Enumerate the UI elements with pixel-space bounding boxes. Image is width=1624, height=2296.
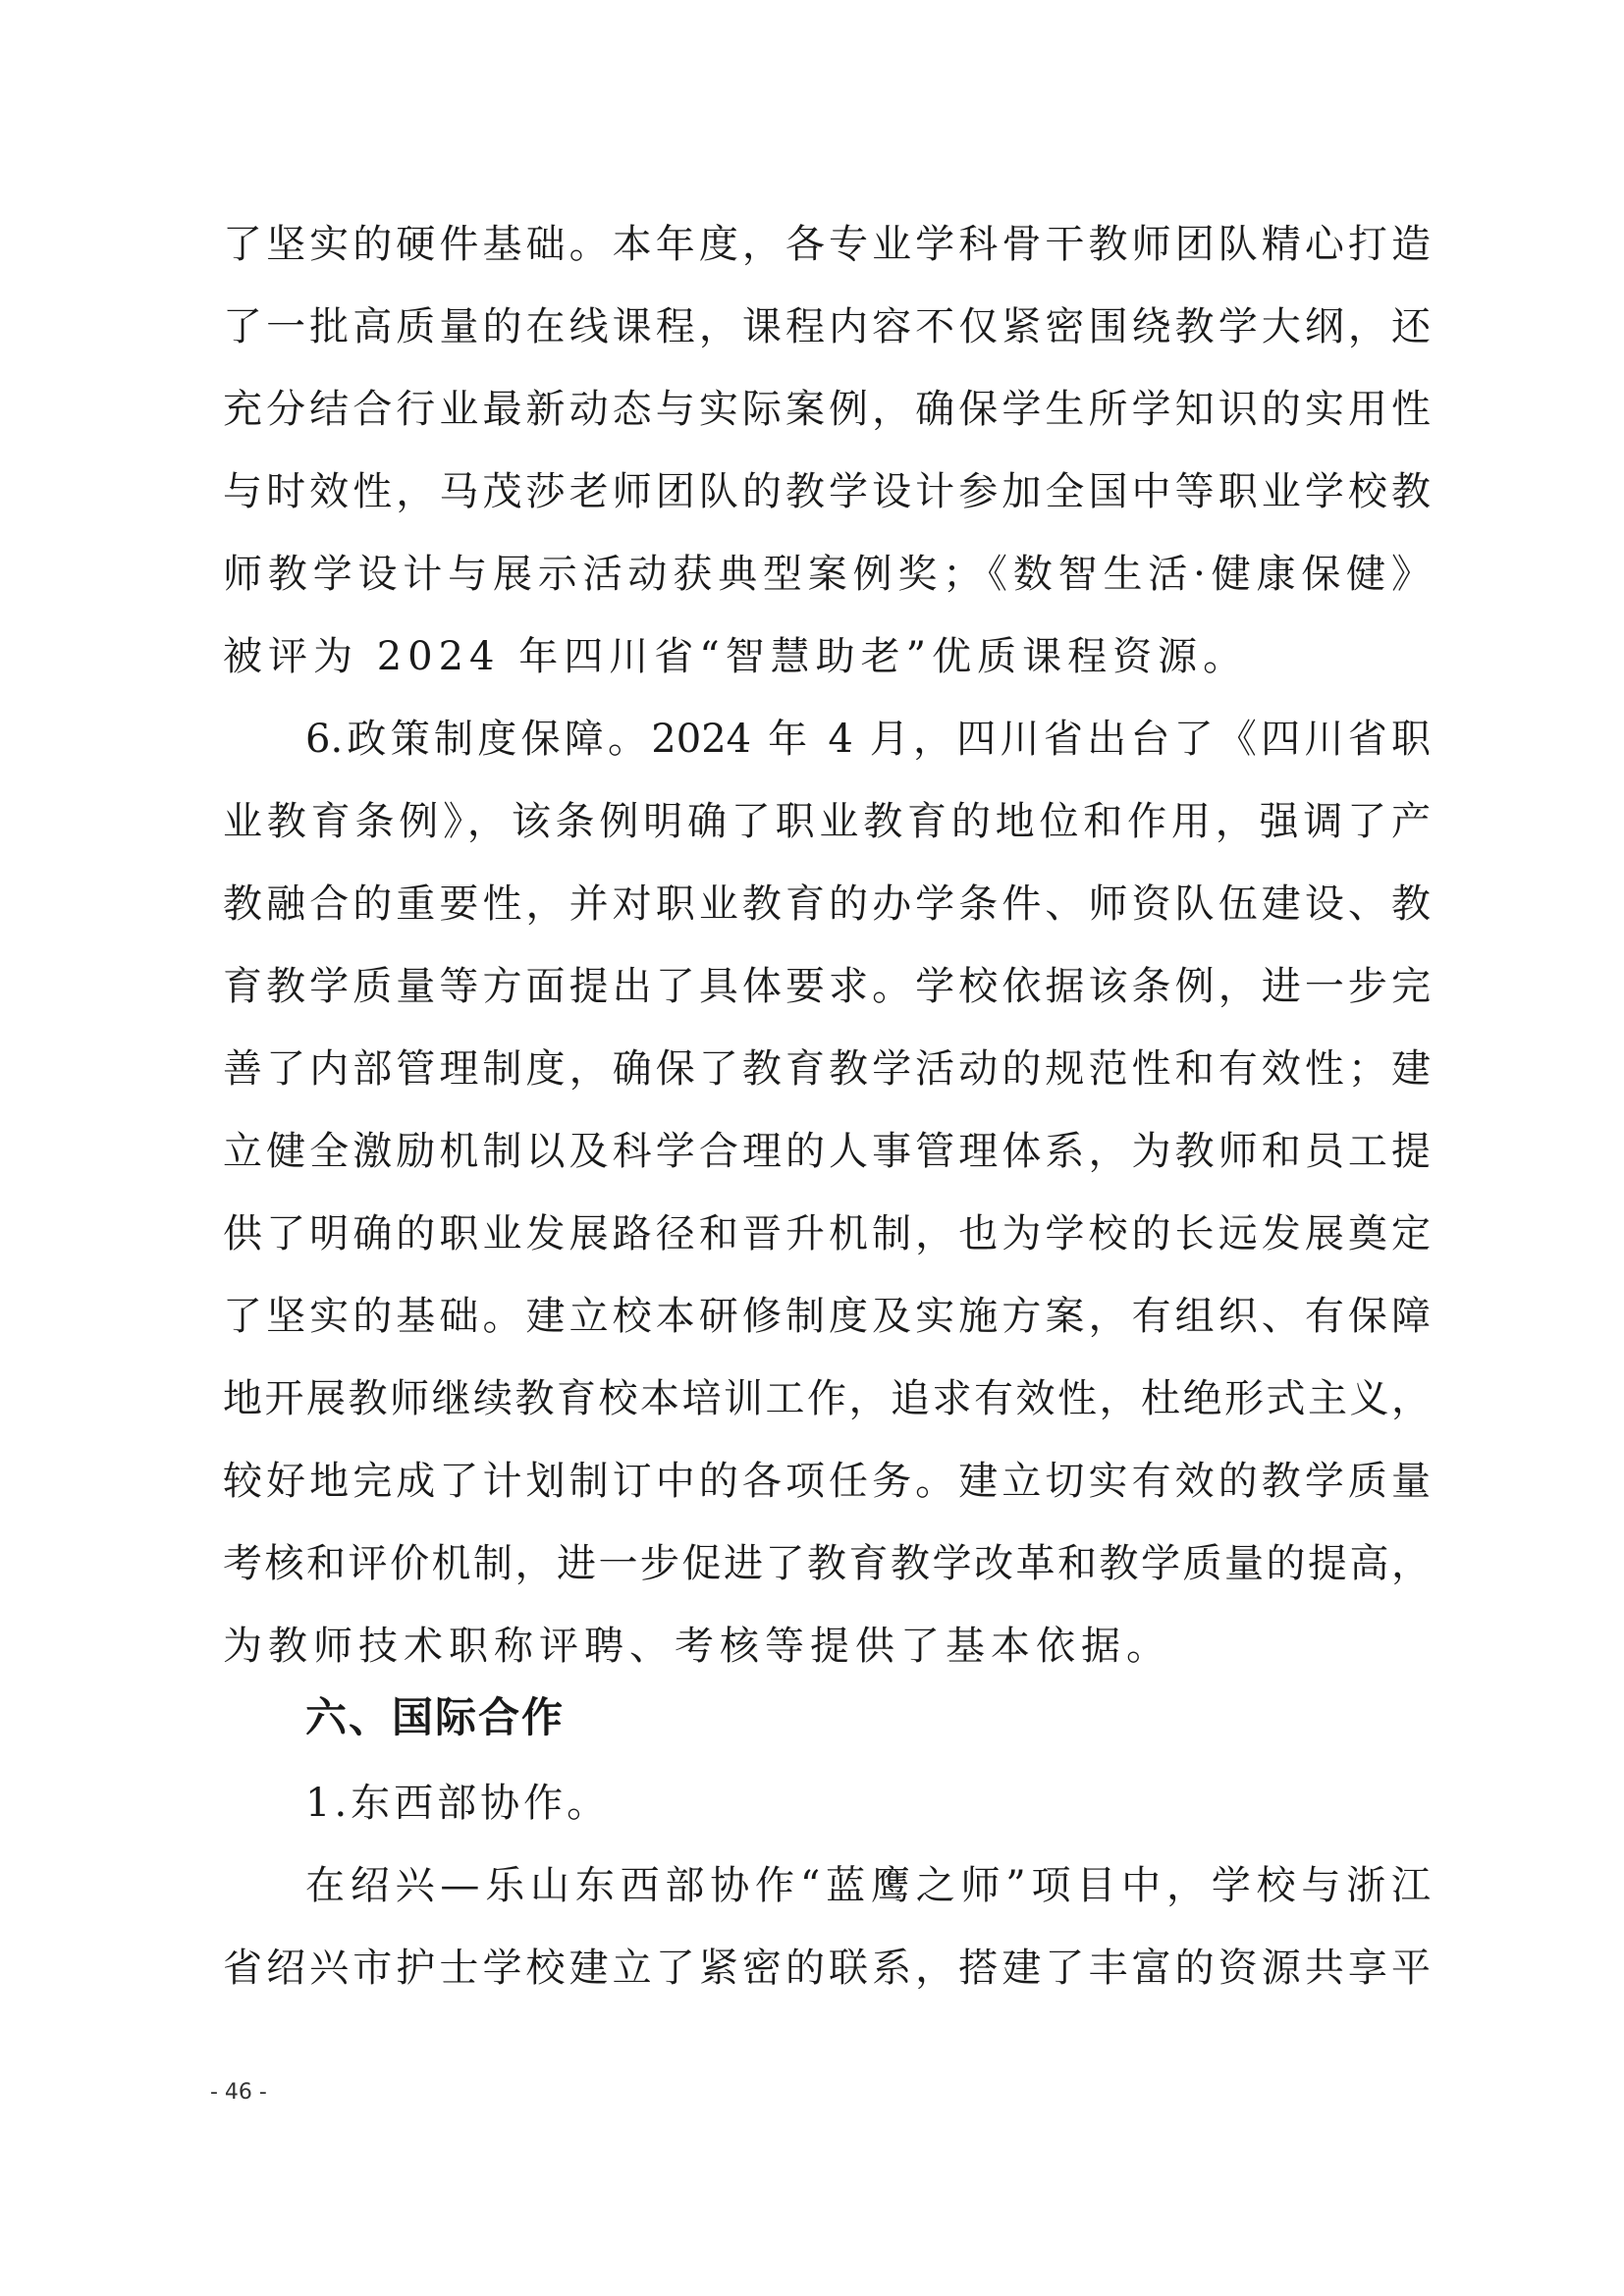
page-number: - 46 - (210, 2080, 267, 2105)
body-text-line: 充分结合行业最新动态与实际案例，确保学生所学知识的实用性 (223, 387, 1431, 432)
body-text-line: 省绍兴市护士学校建立了紧密的联系，搭建了丰富的资源共享平 (223, 1946, 1431, 1991)
body-text-line: 业教育条例》，该条例明确了职业教育的地位和作用，强调了产 (223, 799, 1431, 844)
body-text-line: 供了明确的职业发展路径和晋升机制，也为学校的长远发展奠定 (223, 1211, 1431, 1256)
body-text-line: 了坚实的基础。建立校本研修制度及实施方案，有组织、有保障 (223, 1294, 1431, 1339)
section-heading: 六、国际合作 (305, 1693, 566, 1741)
body-text-line: 地开展教师继续教育校本培训工作，追求有效性，杜绝形式主义， (223, 1376, 1431, 1421)
body-text-line: 了坚实的硬件基础。本年度，各专业学科骨干教师团队精心打造 (223, 222, 1431, 267)
body-text-line: 被评为 2024 年四川省“智慧助老”优质课程资源。 (223, 634, 1249, 679)
body-text-line: 教融合的重要性，并对职业教育的办学条件、师资队伍建设、教 (223, 881, 1431, 927)
subheading: 1.东西部协作。 (305, 1781, 611, 1826)
body-text-line: 为教师技术职称评聘、考核等提供了基本依据。 (223, 1624, 1171, 1669)
body-text-line: 了一批高质量的在线课程，课程内容不仅紧密围绕教学大纲，还 (223, 304, 1431, 349)
body-text-line: 与时效性，马茂莎老师团队的教学设计参加全国中等职业学校教 (223, 469, 1431, 514)
body-text-line: 在绍兴—乐山东西部协作“蓝鹰之师”项目中，学校与浙江 (305, 1863, 1431, 1908)
body-text-line: 较好地完成了计划制订中的各项任务。建立切实有效的教学质量 (223, 1459, 1431, 1504)
body-text-line: 育教学质量等方面提出了具体要求。学校依据该条例，进一步完 (223, 964, 1431, 1009)
body-text-line: 师教学设计与展示活动获典型案例奖；《数智生活·健康保健》 (223, 552, 1431, 597)
body-text-line: 考核和评价机制，进一步促进了教育教学改革和教学质量的提高， (223, 1541, 1431, 1586)
body-text-line: 立健全激励机制以及科学合理的人事管理体系，为教师和员工提 (223, 1129, 1431, 1174)
body-text-line: 善了内部管理制度，确保了教育教学活动的规范性和有效性；建 (223, 1046, 1431, 1092)
body-text-line: 6.政策制度保障。2024 年 4 月，四川省出台了《四川省职 (305, 717, 1431, 762)
